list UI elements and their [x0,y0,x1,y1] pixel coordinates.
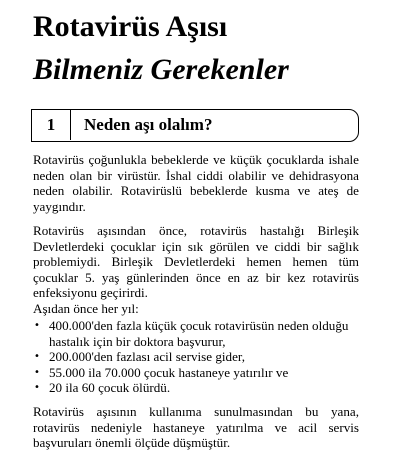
bullet-icon: • [34,382,40,393]
list-item [33,349,363,365]
bullet-icon: • [34,366,40,378]
list-intro: Aşıdan önce her yıl: [33,300,139,316]
paragraph-history-text: Rotavirüs aşısından önce, rotavirüs hastalığı Birleşik Devletlerdeki çocuklar için sık görülen ve ciddi bir sağlık problemiydi. Birleşik Devletlerdeki hemen hemen tüm çocuklar 5. yaş günlerinden önce en az bir kez rotavirüs enfeksiyonu geçirirdi. [33,223,359,300]
statistics-list [33,318,363,396]
paragraph-history [33,223,359,316]
section-header [31,109,359,142]
paragraph-intro: Rotavirüs çoğunlukla bebeklerde ve küçük çocuklarda ishale neden olan bir virüstür. İshal ciddi olabilir ve dehidrasyona neden olabilir. Rotavirüslü bebeklerde kusma ve ateş de yaygındır. [33,152,359,214]
list-item-text: 200.000'den fazlası acil servise gider, [49,349,245,364]
section-title: Neden aşı olalım? [84,115,213,134]
list-item [33,365,363,381]
list-item-text: 55.000 ila 70.000 çocuk hastaneye yatırılır ve [49,364,289,380]
document-title: Rotavirüs Aşısı [33,10,228,43]
section-number: 1 [32,110,71,140]
bullet-icon: • [34,351,40,362]
document-subtitle: Bilmeniz Gerekenler [33,53,289,86]
bullet-icon: • [34,320,40,331]
list-item [33,380,363,396]
paragraph-outcome: Rotavirüs aşısının kullanıma sunulmasından bu yana, rotavirüs nedeniyle hastaneye yatırılma ve acil servis başvuruları önemli ölçüde düşmüştür. [33,404,359,450]
list-item-text: 400.000'den fazla küçük çocuk rotavirüsün neden olduğu hastalık için bir doktora başvurur, [49,318,349,349]
list-item-text: 20 ila 60 çocuk ölürdü. [49,380,171,395]
list-item [33,318,363,349]
